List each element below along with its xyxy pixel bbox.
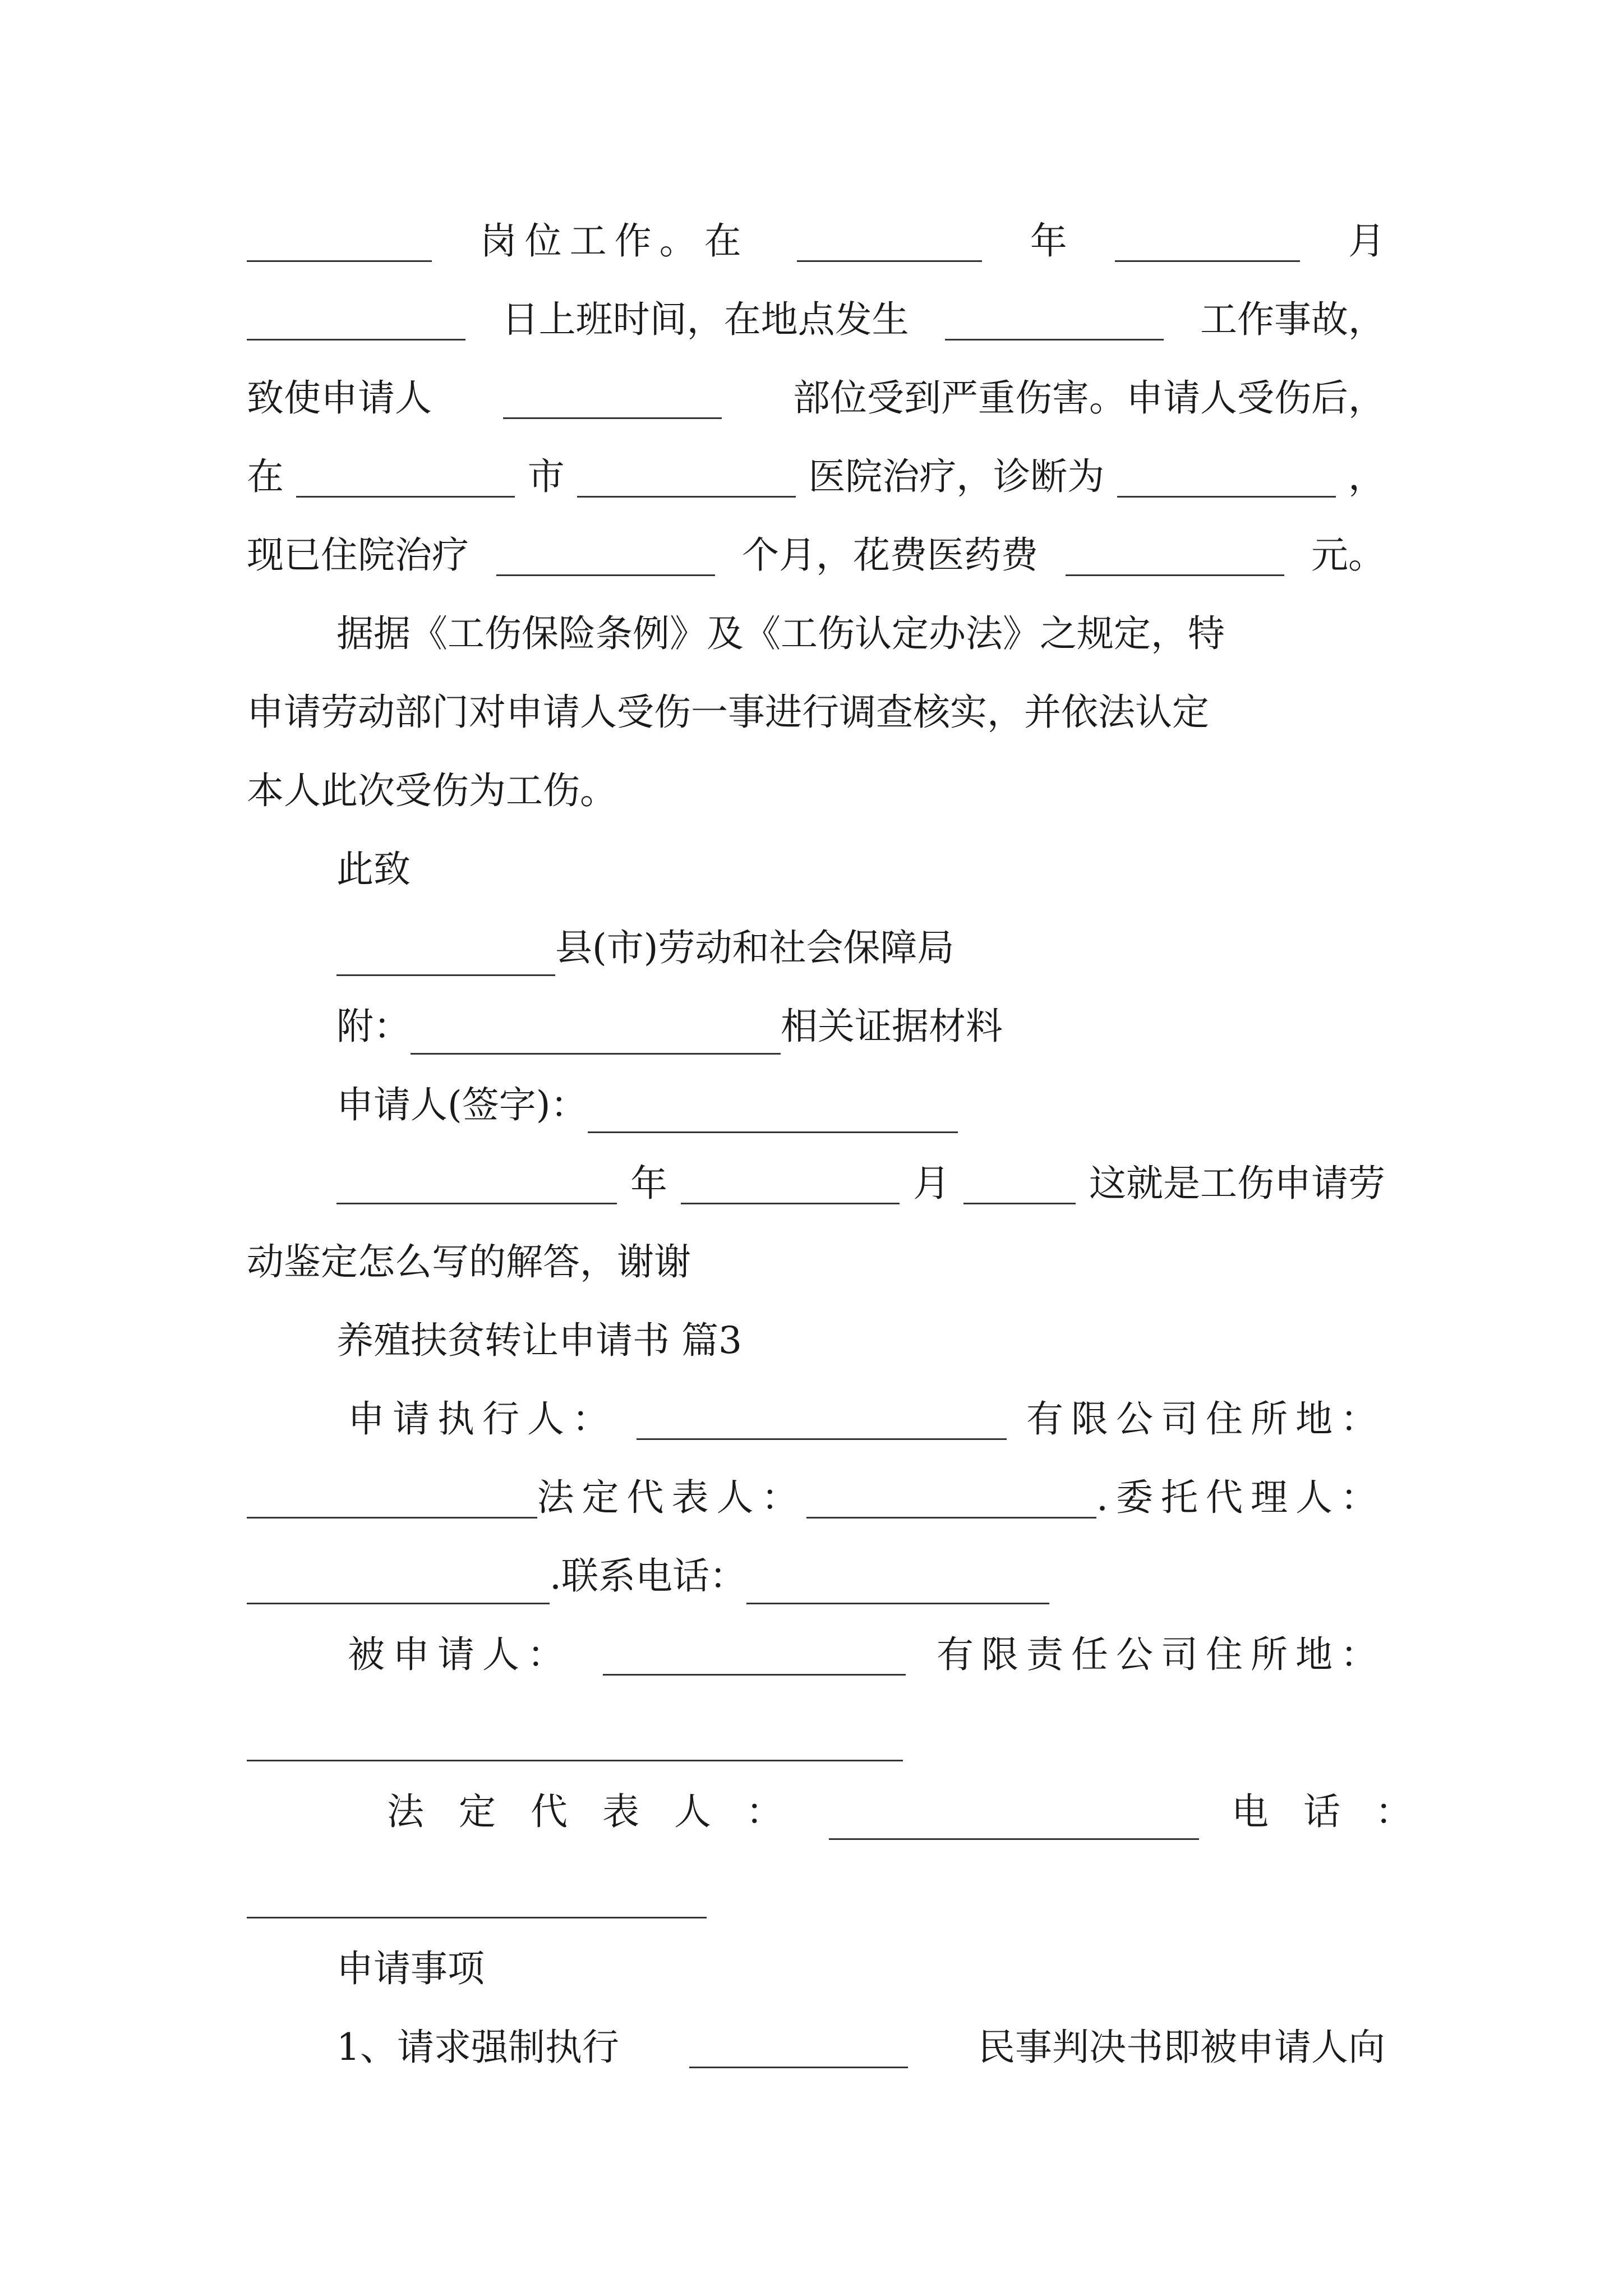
text-span: 月 bbox=[1348, 219, 1385, 263]
text-span: 医院治疗，诊断为 bbox=[808, 455, 1105, 498]
applicant-line bbox=[348, 1391, 1385, 1447]
salutation: 此致 bbox=[336, 848, 411, 891]
section-title: 养殖扶贫转让申请书 篇3 bbox=[336, 1319, 742, 1362]
blank-field bbox=[689, 2027, 908, 2068]
blank-field bbox=[746, 1563, 1049, 1604]
date-line bbox=[336, 1156, 1385, 1212]
text-span: 法定代表人： bbox=[537, 1476, 806, 1519]
blank-field bbox=[806, 1478, 1097, 1519]
signature-blank bbox=[588, 1092, 958, 1133]
blank-field bbox=[247, 221, 432, 262]
paragraph-line-4 bbox=[247, 449, 1385, 505]
blank-field bbox=[503, 378, 722, 419]
blank-field bbox=[1117, 457, 1336, 498]
respondent-address-line bbox=[247, 1705, 1385, 1761]
text-span: .联系电话： bbox=[550, 1554, 746, 1598]
blank-field bbox=[247, 1878, 707, 1918]
text-span: 附： bbox=[336, 1005, 411, 1048]
blank-field bbox=[411, 1014, 781, 1055]
respondent-representative-line bbox=[387, 1784, 1447, 1840]
paragraph-line-3 bbox=[247, 370, 1385, 426]
text-span: 法定代表人： bbox=[387, 1790, 818, 1833]
phone-line bbox=[247, 1548, 1385, 1604]
text-span: 致使申请人 bbox=[247, 376, 432, 420]
recipient-line bbox=[336, 920, 1385, 976]
blank-field bbox=[247, 1478, 537, 1519]
text-span: 有限公司住所地： bbox=[1026, 1397, 1385, 1441]
text-span: 被申请人： bbox=[348, 1633, 572, 1676]
text-span: ， bbox=[1348, 455, 1385, 498]
text-span: 申请人(签字)： bbox=[336, 1083, 588, 1126]
paragraph-line-6: 据据《工伤保险条例》及《工伤认定办法》之规定，特 bbox=[336, 612, 1225, 655]
text-span: 现已住院治疗 bbox=[247, 533, 469, 577]
phone-blank-line bbox=[247, 1862, 1385, 1918]
blank-field bbox=[963, 1163, 1076, 1204]
text-span: 电话： bbox=[1232, 1790, 1447, 1833]
blank-field bbox=[681, 1163, 900, 1204]
representative-line bbox=[247, 1470, 1385, 1526]
blank-field bbox=[336, 1163, 617, 1204]
blank-field bbox=[336, 935, 555, 976]
blank-field bbox=[603, 1635, 906, 1676]
text-span: 相关证据材料 bbox=[781, 1005, 1003, 1048]
text-span: 民事判决书即被申请人向 bbox=[978, 2026, 1385, 2069]
blank-field bbox=[247, 300, 465, 341]
blank-field bbox=[1115, 221, 1300, 262]
text-span: 年 bbox=[630, 1162, 667, 1205]
signature-line bbox=[336, 1077, 1385, 1133]
respondent-line bbox=[348, 1627, 1385, 1683]
text-span: 市 bbox=[527, 455, 565, 498]
text-span: 工作事故， bbox=[1200, 298, 1385, 341]
paragraph-line-2 bbox=[247, 292, 1385, 348]
blank-field bbox=[577, 457, 796, 498]
paragraph-line-8: 本人此次受伤为工伤。 bbox=[247, 769, 617, 812]
blank-field bbox=[247, 1720, 903, 1761]
paragraph-line-5 bbox=[247, 527, 1385, 583]
text-span: 申请执行人： bbox=[348, 1397, 617, 1441]
attachment-line bbox=[336, 999, 1385, 1055]
paragraph-line-7: 申请劳动部门对申请人受伤一事进行调查核实，并依法认定 bbox=[247, 691, 1209, 734]
paragraph-line-14: 动鉴定怎么写的解答，谢谢 bbox=[247, 1240, 691, 1283]
blank-field bbox=[829, 1799, 1199, 1840]
text-span: 有限责任公司住所地： bbox=[937, 1633, 1385, 1676]
text-span: 月 bbox=[913, 1162, 950, 1205]
text-span: 日上班时间，在地点发生 bbox=[501, 298, 909, 341]
blank-field bbox=[496, 535, 715, 576]
blank-field bbox=[296, 457, 515, 498]
request-item-1 bbox=[336, 2019, 1385, 2076]
blank-field bbox=[637, 1399, 1007, 1440]
text-span: 这就是工伤申请劳 bbox=[1089, 1162, 1385, 1205]
recipient-text: 县(市)劳动和社会保障局 bbox=[555, 926, 955, 969]
request-heading: 申请事项 bbox=[336, 1947, 485, 1990]
blank-field bbox=[1066, 535, 1284, 576]
text-span: 部位受到严重伤害。申请人受伤后， bbox=[793, 376, 1385, 420]
text-span: 年 bbox=[1030, 219, 1067, 263]
text-span: 岗位工作。在 bbox=[479, 219, 749, 263]
text-span: .委托代理人： bbox=[1096, 1476, 1385, 1519]
blank-field bbox=[797, 221, 982, 262]
text-span: 1、请求强制执行 bbox=[336, 2026, 619, 2069]
blank-field bbox=[945, 300, 1164, 341]
paragraph-line-1 bbox=[247, 213, 1385, 269]
text-span: 在 bbox=[247, 455, 284, 498]
blank-field bbox=[247, 1563, 550, 1604]
text-span: 元。 bbox=[1311, 533, 1385, 577]
text-span: 个月，花费医药费 bbox=[742, 533, 1038, 577]
